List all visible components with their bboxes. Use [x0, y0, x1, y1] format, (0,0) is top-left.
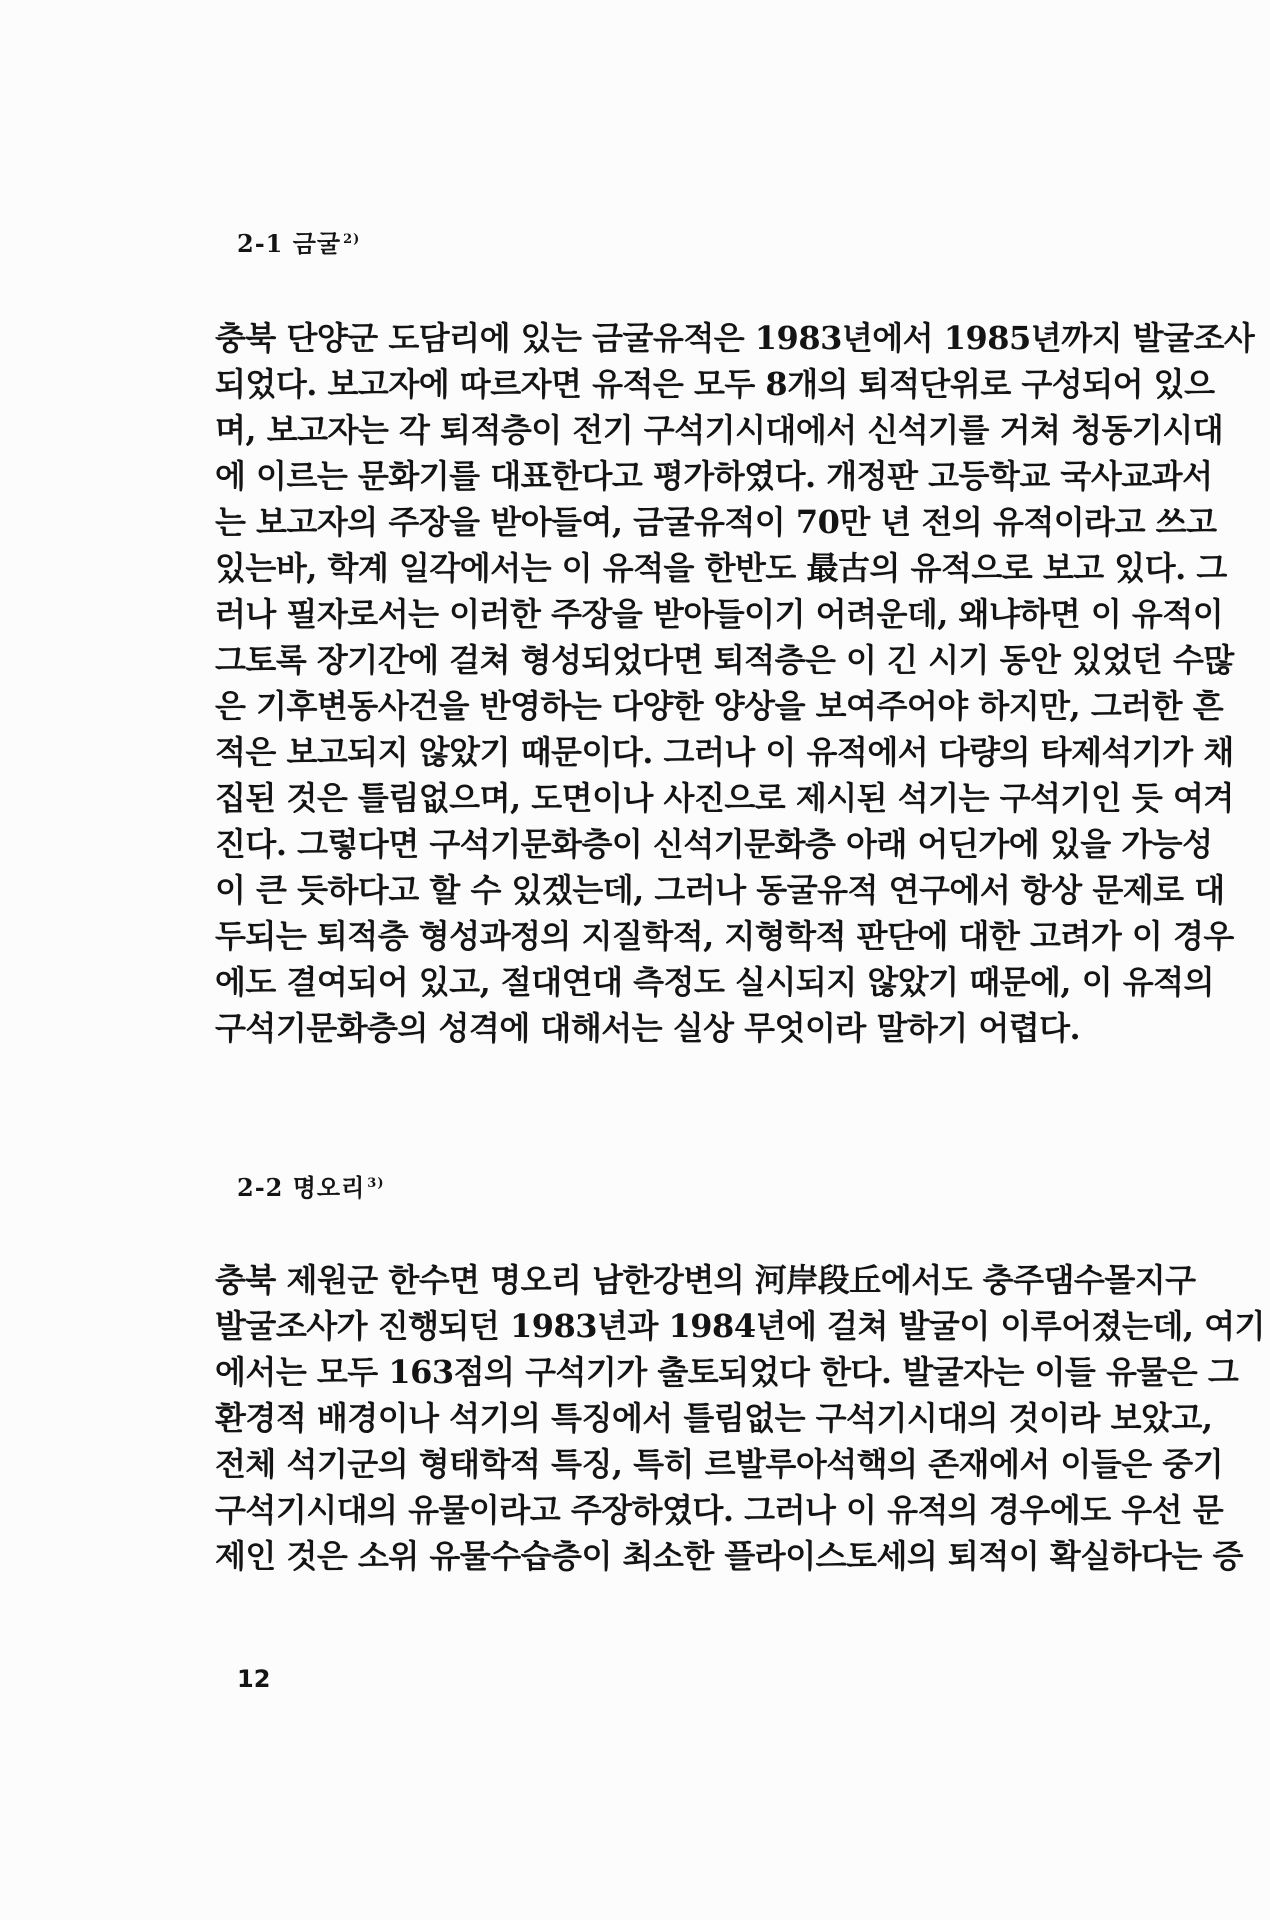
paragraph-line: 에 이르는 문화기를 대표한다고 평가하였다. 개정판 고등학교 국사교과서 — [215, 457, 1213, 495]
paragraph-line: 에서는 모두 163점의 구석기가 출토되었다 한다. 발굴자는 이들 유물은 그 — [215, 1353, 1239, 1391]
page-number: 12 — [237, 1665, 271, 1693]
paragraph-line: 두되는 퇴적층 형성과정의 지질학적, 지형학적 판단에 대한 고려가 이 경우 — [215, 917, 1234, 955]
paragraph-line: 그토록 장기간에 걸쳐 형성되었다면 퇴적층은 이 긴 시기 동안 있었던 수많 — [215, 641, 1234, 679]
footnote-marker: 2) — [343, 232, 361, 247]
paragraph-line: 이 큰 듯하다고 할 수 있겠는데, 그러나 동굴유적 연구에서 항상 문제로 대 — [215, 871, 1225, 909]
paragraph-line: 되었다. 보고자에 따르자면 유적은 모두 8개의 퇴적단위로 구성되어 있으 — [215, 365, 1215, 403]
footnote-marker: 3) — [367, 1176, 385, 1191]
paragraph-line: 진다. 그렇다면 구석기문화층이 신석기문화층 아래 어딘가에 있을 가능성 — [215, 825, 1213, 863]
paragraph-line: 에도 결여되어 있고, 절대연대 측정도 실시되지 않았기 때문에, 이 유적의 — [215, 963, 1214, 1001]
paragraph-line: 충북 단양군 도담리에 있는 금굴유적은 1983년에서 1985년까지 발굴조사 — [215, 319, 1255, 357]
paragraph-line: 충북 제원군 한수면 명오리 남한강변의 河岸段丘에서도 충주댐수몰지구 — [215, 1261, 1196, 1299]
section-heading-geumgul — [237, 224, 360, 259]
section-heading-text: 2-2 명오리 — [237, 1173, 366, 1202]
paragraph-line: 있는바, 학계 일각에서는 이 유적을 한반도 最古의 유적으로 보고 있다. 그 — [215, 549, 1227, 587]
paragraph-line: 전체 석기군의 형태학적 특징, 특히 르발루아석핵의 존재에서 이들은 중기 — [215, 1445, 1224, 1483]
paragraph-line: 은 기후변동사건을 반영하는 다양한 양상을 보여주어야 하지만, 그러한 흔 — [215, 687, 1224, 725]
paragraph-line: 적은 보고되지 않았기 때문이다. 그러나 이 유적에서 다량의 타제석기가 채 — [215, 733, 1234, 771]
paragraph-line: 는 보고자의 주장을 받아들여, 금굴유적이 70만 년 전의 유적이라고 쓰고 — [215, 503, 1217, 541]
paragraph-line: 환경적 배경이나 석기의 특징에서 틀림없는 구석기시대의 것이라 보았고, — [215, 1399, 1213, 1437]
section-heading-text: 2-1 금굴 — [237, 229, 342, 258]
paragraph-line: 며, 보고자는 각 퇴적층이 전기 구석기시대에서 신석기를 거쳐 청동기시대 — [215, 411, 1224, 449]
section-heading-myeongori — [237, 1168, 384, 1203]
paragraph-line: 구석기문화층의 성격에 대해서는 실상 무엇이라 말하기 어렵다. — [215, 1009, 1081, 1047]
paragraph-line: 러나 필자로서는 이러한 주장을 받아들이기 어려운데, 왜냐하면 이 유적이 — [215, 595, 1224, 633]
paragraph-line: 제인 것은 소위 유물수습층이 최소한 플라이스토세의 퇴적이 확실하다는 증 — [215, 1537, 1243, 1575]
paragraph-line: 구석기시대의 유물이라고 주장하였다. 그러나 이 유적의 경우에도 우선 문 — [215, 1491, 1224, 1529]
paragraph-line: 발굴조사가 진행되던 1983년과 1984년에 걸쳐 발굴이 이루어졌는데, 여기 — [215, 1307, 1265, 1345]
paragraph-line: 집된 것은 틀림없으며, 도면이나 사진으로 제시된 석기는 구석기인 듯 여겨 — [215, 779, 1234, 817]
